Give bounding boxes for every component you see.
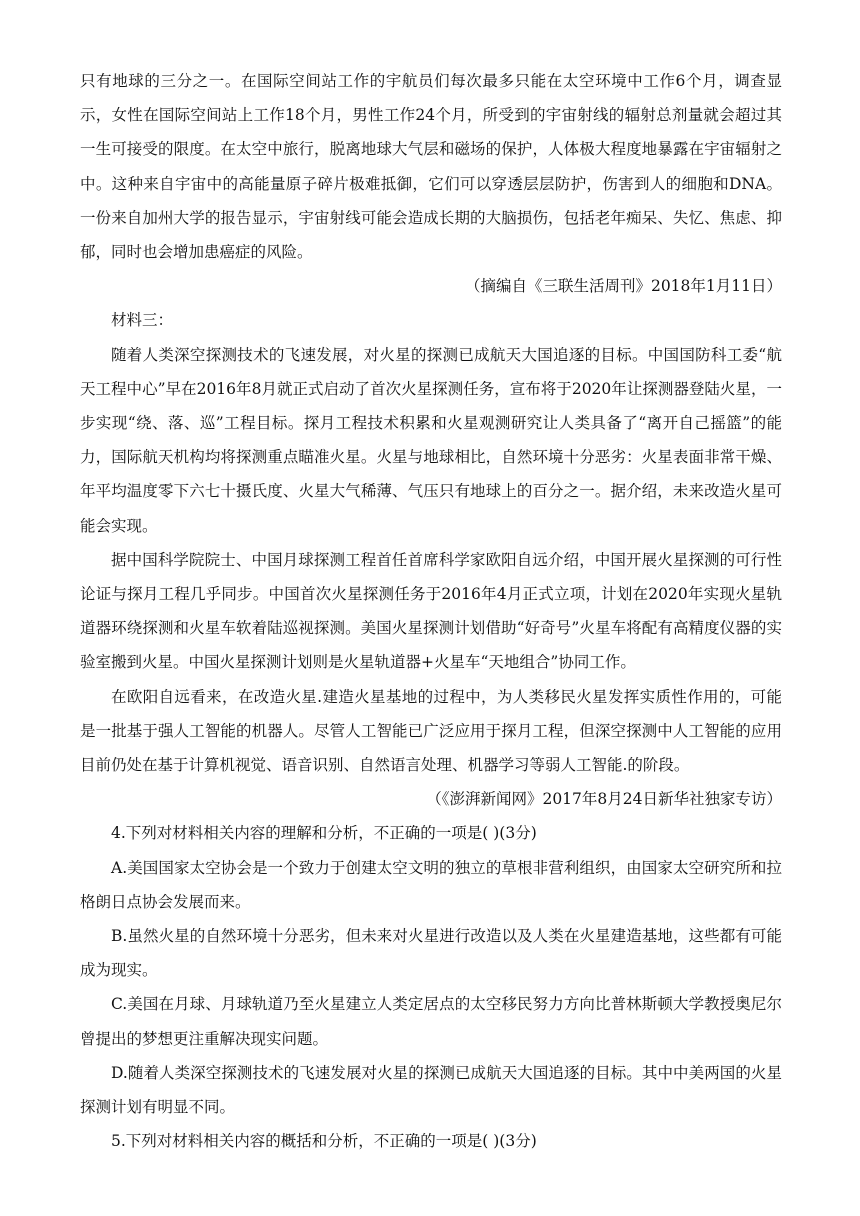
material3-heading: 材料三： bbox=[111, 311, 174, 330]
question4-option-d: D.随着人类深空探测技术的飞速发展对火星的探测已成航天大国追逐的目标。其中中美两国的火星探测计划有明显不同。 bbox=[80, 1063, 782, 1117]
question4-option-c: C.美国在月球、月球轨道乃至火星建立人类定居点的太空移民努力方向比普林斯顿大学教授奥尼尔曾提出的梦想更注重解决现实问题。 bbox=[80, 995, 782, 1048]
question4-stem: 4.下列对材料相关内容的理解和分析，不正确的一项是( )(3分) bbox=[111, 824, 537, 843]
material3-paragraph-2: 据中国科学院院士、中国月球探测工程首任首席科学家欧阳自远介绍，中国开展火星探测的可行性论证与探月工程几乎同步。中国首次火星探测任务于2016年4月正式立项，计划在2020年实现火星轨道器环绕探测和火星车软着陆巡视探测。美国火星探测计划借助“好奇号”火星车将配有高精度仪器的实验室搬到火星。中国火星探测计划则是火星轨道器+火星车“天地组合”协同工作。 bbox=[80, 550, 782, 672]
material2-paragraph-tail: 只有地球的三分之一。在国际空间站工作的宇航员们每次最多只能在太空环境中工作6个月，调查显示，女性在国际空间站上工作18个月，男性工作24个月，所受到的宇宙射线的辐射总剂量就会超过其一生可接受的限度。在太空中旅行，脱离地球大气层和磁场的保护，人体极大程度地暴露在宇宙辐射之中。这种来自宇宙中的高能量原子碎片极难抵御，它们可以穿透层层防护，伤害到人的细胞和DNA。一份来自加州大学的报告显示，宇宙射线可能会造成长期的大脑损伤，包括老年痴呆、失忆、焦虑、抑郁，同时也会增加患癌症的风险。 bbox=[80, 72, 782, 262]
material3-source: （《澎湃新闻网》2017年8月24日新华社独家专访） bbox=[426, 790, 782, 809]
question5-stem: 5.下列对材料相关内容的概括和分析，不正确的一项是( )(3分) bbox=[111, 1132, 537, 1151]
material3-paragraph-1: 随着人类深空探测技术的飞速发展，对火星的探测已成航天大国追逐的目标。中国国防科工委“航天工程中心”早在2016年8月就正式启动了首次火星探测任务，宣布将于2020年让探测器登陆火星，一步实现“绕、落、巡”工程目标。探月工程技术积累和火星观测研究让人类具备了“离开自己摇篮”的能力，国际航天机构均将探测重点瞄准火星。火星与地球相比，自然环境十分恶劣：火星表面非常干燥、年平均温度零下六七十摄氏度、火星大气稀薄、气压只有地球上的百分之一。据介绍，未来改造火星可能会实现。 bbox=[80, 345, 782, 535]
exam-page bbox=[80, 64, 782, 1159]
question4-option-b: B.虽然火星的自然环境十分恶劣，但未来对火星进行改造以及人类在火星建造基地，这些都有可能成为现实。 bbox=[80, 927, 782, 980]
question4-option-a: A.美国国家太空协会是一个致力于创建太空文明的独立的草根非营利组织，由国家太空研究所和拉格朗日点协会发展而来。 bbox=[80, 858, 782, 911]
material3-paragraph-3: 在欧阳自远看来，在改造火星.建造火星基地的过程中，为人类移民火星发挥实质性作用的，可能是一批基于强人工智能的机器人。尽管人工智能已广泛应用于探月工程，但深空探测中人工智能的应用目前仍处在基于计算机视觉、语音识别、自然语言处理、机器学习等弱人工智能.的阶段。 bbox=[80, 687, 782, 775]
material2-source: （摘编自《三联生活周刊》2018年1月11日） bbox=[464, 277, 782, 296]
